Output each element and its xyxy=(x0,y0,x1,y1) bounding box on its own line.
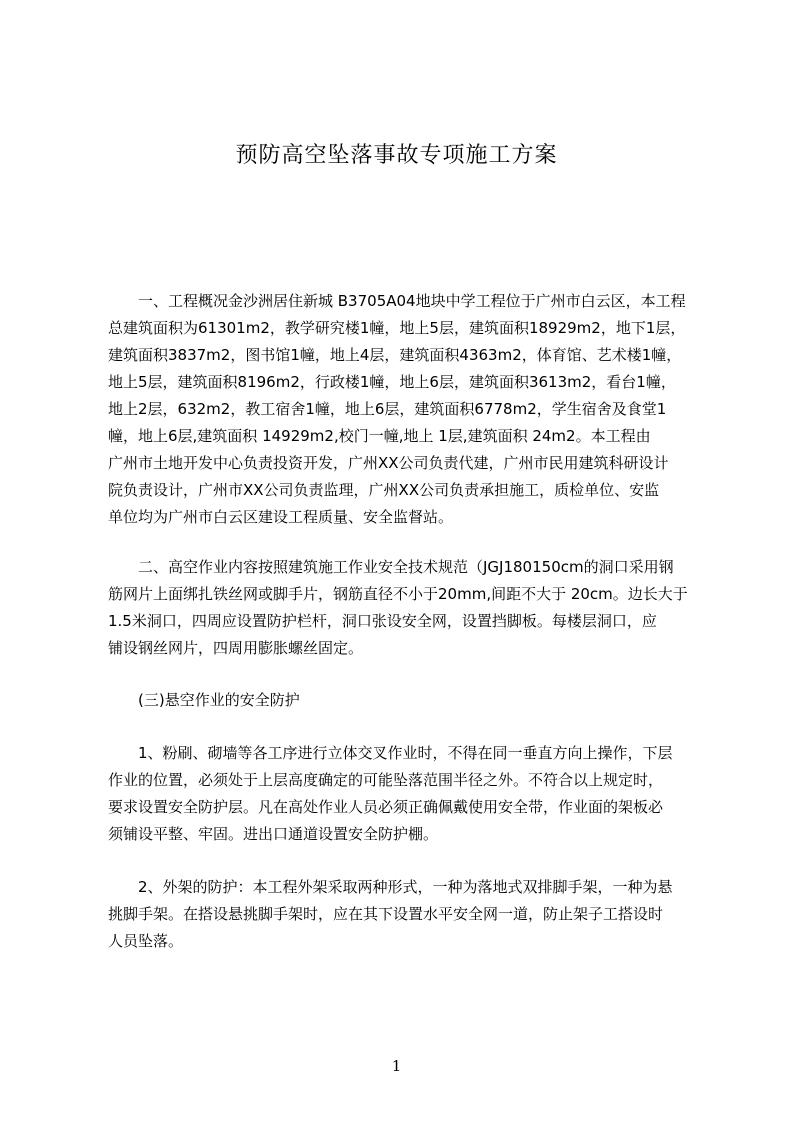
body-line: 总建筑面积为61301m2，教学研究楼1幢，地上5层，建筑面积18929m2，地下1层， xyxy=(108,319,686,337)
body-line: 须铺设平整、牢固。进出口通道设置安全防护棚。 xyxy=(108,825,439,843)
body-line: 建筑面积3837m2，图书馆1幢，地上4层，建筑面积4363m2，体育馆、艺术楼1幢， xyxy=(108,346,682,364)
body-line: 地上5层，建筑面积8196m2，行政楼1幢，地上6层，建筑面积3613m2，看台1幢， xyxy=(108,373,676,391)
body-line: 筋网片上面绑扎铁丝网或脚手片，钢筋直径不小于20mm,间距不大于 20cm。边长大于 xyxy=(108,585,688,603)
body-line: 1、粉刷、砌墙等各工序进行立体交叉作业时，不得在同一垂直方向上操作，下层 xyxy=(108,744,673,762)
page-title: 预防高空坠落事故专项施工方案 xyxy=(235,143,558,168)
body-line: 铺设钢丝网片，四周用膨胀螺丝固定。 xyxy=(108,639,364,657)
body-line: 一、工程概况金沙洲居住新城 B3705A04地块中学工程位于广州市白云区，本工程 xyxy=(108,292,686,310)
body-line: 作业的位置，必须处于上层高度确定的可能坠落范围半径之外。不符合以上规定时， xyxy=(108,771,664,789)
body-line: 二、高空作业内容按照建筑施工作业安全技术规范（JGJ180150cm的洞口采用钢 xyxy=(108,558,674,576)
section-heading: (三)悬空作业的安全防护 xyxy=(108,691,300,709)
body-line: 2、外架的防护：本工程外架采取两种形式，一种为落地式双排脚手架，一种为悬 xyxy=(108,878,673,896)
body-line: 1.5米洞口，四周应设置防护栏杆，洞口张设安全网，设置挡脚板。每楼层洞口，应 xyxy=(108,612,657,630)
body-line: 人员坠落。 xyxy=(108,932,184,950)
body-line: 广州市土地开发中心负责投资开发，广州XX公司负责代建，广州市民用建筑科研设计 xyxy=(108,454,669,472)
body-line: 挑脚手架。在搭设悬挑脚手架时，应在其下设置水平安全网一道，防止架子工搭设时 xyxy=(108,905,664,923)
body-line: 要求设置安全防护层。凡在高处作业人员必须正确佩戴使用安全带，作业面的架板必 xyxy=(108,798,664,816)
body-line: 地上2层，632m2，教工宿舍1幢，地上6层，建筑面积6778m2，学生宿舍及食堂1 xyxy=(108,400,667,418)
body-line: 幢，地上6层,建筑面积 14929m2,校门一幢,地上 1层,建筑面积 24m2。本工程由 xyxy=(108,427,651,445)
body-line: 院负责设计，广州市XX公司负责监理，广州XX公司负责承担施工，质检单位、安监 xyxy=(108,481,660,499)
page-number: 1 xyxy=(391,1057,402,1075)
body-line: 单位均为广州市白云区建设工程质量、安全监督站。 xyxy=(108,508,454,526)
